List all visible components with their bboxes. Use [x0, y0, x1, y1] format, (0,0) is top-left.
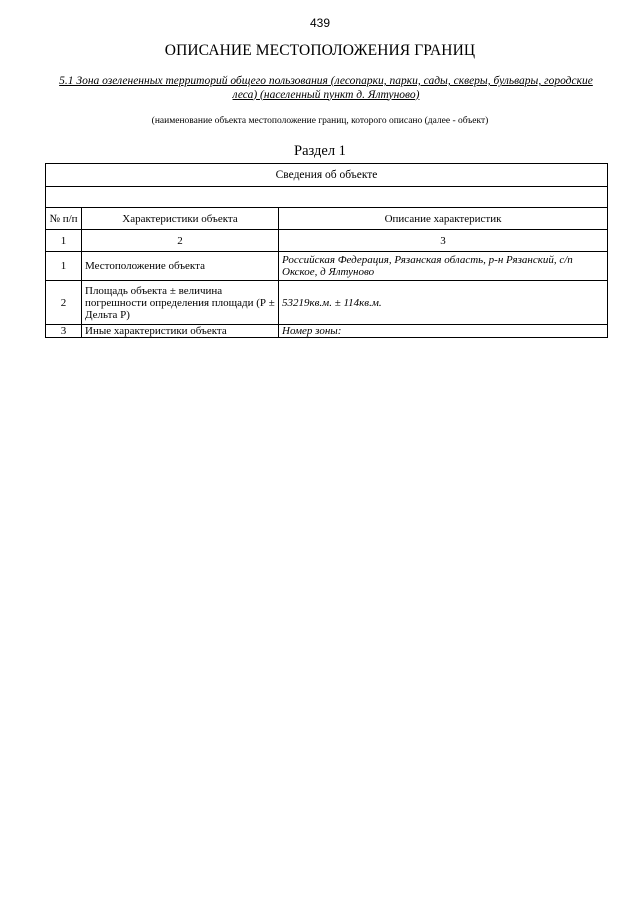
object-name: 5.1 Зона озелененных территорий общего пользования (лесопарки, парки, сады, скверы, бульвары, городские леса) (населенный пункт д. Ялтуново)	[59, 75, 593, 101]
row-description: Номер зоны:	[279, 325, 608, 338]
document-title: ОПИСАНИЕ МЕСТОПОЛОЖЕНИЯ ГРАНИЦ	[164, 42, 476, 59]
table-row	[46, 281, 608, 325]
table-column-numbers-row	[46, 230, 608, 252]
column-number-1: 1	[46, 230, 82, 252]
table-section-heading: Сведения об объекте	[46, 164, 608, 187]
table-row	[46, 252, 608, 281]
column-header-characteristic: Характеристики объекта	[82, 208, 279, 230]
row-description: 53219кв.м. ± 114кв.м.	[279, 281, 608, 325]
table-section-heading-row	[46, 164, 608, 187]
page-number: 439	[309, 16, 331, 30]
column-number-2: 2	[82, 230, 279, 252]
column-header-description: Описание характеристик	[279, 208, 608, 230]
table-blank-row	[46, 187, 608, 208]
object-name-caption: (наименование объекта местоположение границ, которого описано (далее - объект)	[151, 116, 489, 126]
table-header-row	[46, 208, 608, 230]
row-number: 3	[46, 325, 82, 338]
row-description: Российская Федерация, Рязанская область, р-н Рязанский, с/п Окское, д Ялтуново	[279, 252, 608, 281]
row-number: 1	[46, 252, 82, 281]
row-characteristic: Местоположение объекта	[82, 252, 279, 281]
row-number: 2	[46, 281, 82, 325]
table-blank-cell	[46, 187, 608, 208]
row-characteristic: Иные характеристики объекта	[82, 325, 279, 338]
column-number-3: 3	[279, 230, 608, 252]
table-row	[46, 325, 608, 338]
section-title: Раздел 1	[294, 143, 346, 159]
column-header-number: № п/п	[46, 208, 82, 230]
row-characteristic: Площадь объекта ± величина погрешности определения площади (Р ± Дельта Р)	[82, 281, 279, 325]
object-info-table	[45, 163, 608, 338]
